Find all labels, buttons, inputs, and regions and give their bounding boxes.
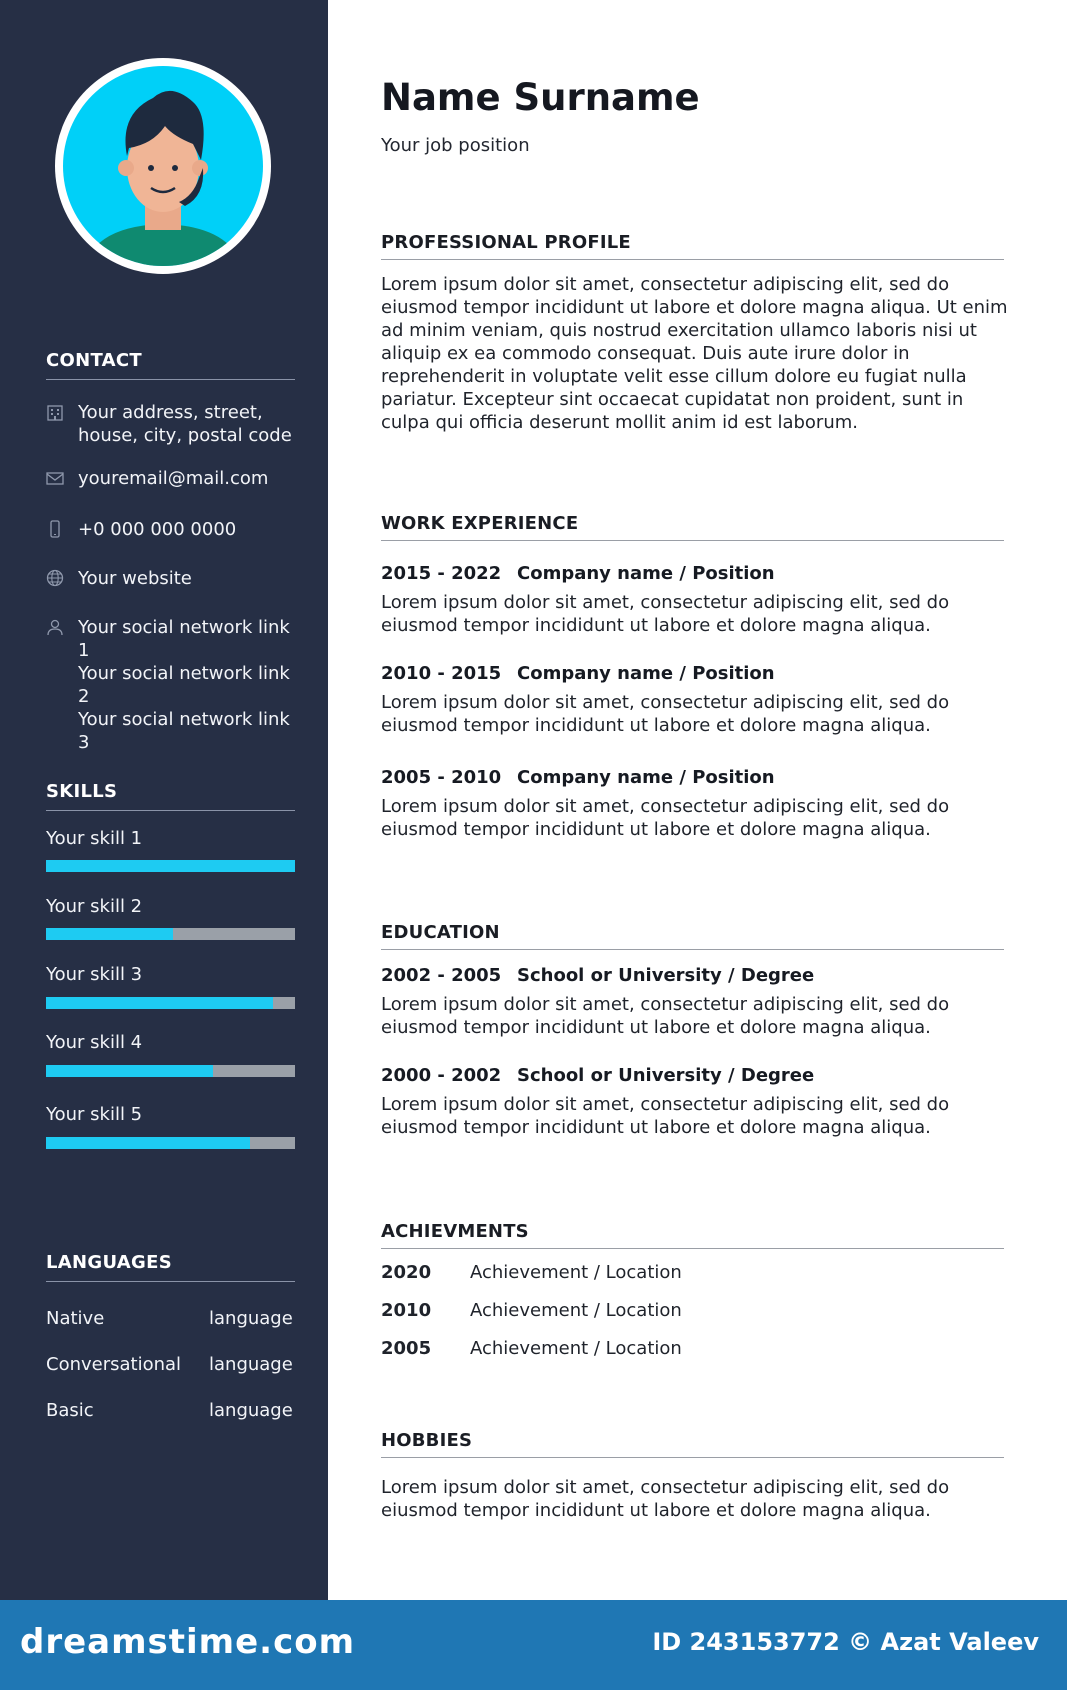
language-level: Conversational	[46, 1354, 182, 1375]
language-name: language	[209, 1400, 293, 1421]
text-line: eiusmod tempor incididunt ut labore et dolore magna aliqua.	[381, 1017, 931, 1038]
skill-label: Your skill 3	[46, 964, 143, 985]
entry-years: 2000 - 2002	[381, 1065, 502, 1086]
education-entry-head	[381, 1065, 814, 1086]
watermark-footer	[0, 1600, 1067, 1690]
contact-social	[46, 616, 306, 754]
address-line-2: house, city, postal code	[78, 425, 292, 446]
text-line: Lorem ipsum dolor sit amet, consectetur adipiscing elit, sed do	[381, 1477, 950, 1498]
skills-heading: SKILLS	[46, 781, 295, 811]
achievement-year: 2005	[381, 1338, 432, 1359]
phone-text: +0 000 000 0000	[78, 519, 237, 540]
achievement-text: Achievement / Location	[470, 1262, 682, 1283]
languages-heading: LANGUAGES	[46, 1252, 295, 1282]
skill-bar	[46, 928, 295, 940]
text-line: Lorem ipsum dolor sit amet, consectetur adipiscing elit, sed do	[381, 692, 950, 713]
sidebar	[0, 0, 328, 1600]
entry-role: Company name / Position	[517, 563, 775, 584]
work-entry-text	[381, 691, 1021, 737]
skill-bar	[46, 860, 295, 872]
profile-heading: PROFESSIONAL PROFILE	[381, 232, 1004, 260]
achievement-year: 2010	[381, 1300, 432, 1321]
hobbies-heading: HOBBIES	[381, 1430, 1004, 1458]
achievement-text: Achievement / Location	[470, 1338, 682, 1359]
work-entry-text	[381, 795, 1021, 841]
text-line: eiusmod tempor incididunt ut labore et dolore magna aliqua. Ut enim	[381, 297, 1008, 318]
achievement-year: 2020	[381, 1262, 432, 1283]
language-level: Basic	[46, 1400, 94, 1421]
footer-credit: ID 243153772 © Azat Valeev	[652, 1628, 1039, 1656]
achievement-text: Achievement / Location	[470, 1300, 682, 1321]
text-line: Lorem ipsum dolor sit amet, consectetur adipiscing elit, sed do	[381, 592, 950, 613]
phone-icon	[46, 520, 64, 538]
globe-icon	[46, 569, 64, 587]
skill-bar	[46, 997, 295, 1009]
contact-heading: CONTACT	[46, 350, 295, 380]
text-line: Lorem ipsum dolor sit amet, consectetur adipiscing elit, sed do	[381, 274, 950, 295]
skill-label: Your skill 2	[46, 896, 143, 917]
entry-degree: School or University / Degree	[517, 965, 815, 986]
entry-years: 2015 - 2022	[381, 563, 502, 584]
entry-years: 2010 - 2015	[381, 663, 502, 684]
envelope-icon	[46, 469, 64, 487]
skill-bar-fill	[46, 928, 173, 940]
education-entry-text	[381, 1093, 1021, 1139]
skill-bar	[46, 1065, 295, 1077]
achievements-heading: ACHIEVMENTS	[381, 1221, 1004, 1249]
entry-years: 2005 - 2010	[381, 767, 502, 788]
text-line: aliquip ex ea commodo consequat. Duis aute irure dolor in	[381, 343, 910, 364]
entry-role: Company name / Position	[517, 663, 775, 684]
contact-website	[46, 567, 306, 590]
job-position: Your job position	[381, 135, 530, 156]
entry-role: Company name / Position	[517, 767, 775, 788]
social-link-3[interactable]: Your social network link 3	[78, 709, 290, 753]
work-entry-head	[381, 663, 775, 684]
achievement-row	[381, 1338, 682, 1359]
social-link-1[interactable]: Your social network link 1	[78, 617, 290, 661]
language-name: language	[209, 1308, 293, 1329]
work-entry-head	[381, 767, 775, 788]
text-line: eiusmod tempor incididunt ut labore et dolore magna aliqua.	[381, 1500, 931, 1521]
education-entry-text	[381, 993, 1021, 1039]
text-line: reprehenderit in voluptate velit esse cillum dolore eu fugiat nulla	[381, 366, 967, 387]
skill-label: Your skill 1	[46, 828, 143, 849]
achievement-row	[381, 1300, 682, 1321]
main-content	[328, 0, 1067, 1600]
text-line: eiusmod tempor incididunt ut labore et dolore magna aliqua.	[381, 715, 931, 736]
address-line-1: Your address, street,	[78, 402, 263, 423]
text-line: eiusmod tempor incididunt ut labore et dolore magna aliqua.	[381, 1117, 931, 1138]
user-icon	[46, 618, 64, 636]
skill-label: Your skill 4	[46, 1032, 143, 1053]
website-text[interactable]: Your website	[78, 568, 192, 589]
hobbies-text	[381, 1476, 1021, 1522]
text-line: Lorem ipsum dolor sit amet, consectetur adipiscing elit, sed do	[381, 1094, 950, 1115]
contact-address	[46, 401, 306, 447]
skill-bar-fill	[46, 860, 295, 872]
contact-phone	[46, 518, 306, 541]
profile-text	[381, 273, 1021, 434]
email-text[interactable]: youremail@mail.com	[78, 468, 269, 489]
education-heading: EDUCATION	[381, 922, 1004, 950]
social-link-2[interactable]: Your social network link 2	[78, 663, 290, 707]
education-entry-head	[381, 965, 814, 986]
skill-bar	[46, 1137, 295, 1149]
footer-brand[interactable]: dreamstime.com	[20, 1622, 356, 1662]
contact-email	[46, 467, 306, 490]
text-line: eiusmod tempor incididunt ut labore et dolore magna aliqua.	[381, 819, 931, 840]
avatar	[53, 56, 273, 276]
skill-label: Your skill 5	[46, 1104, 143, 1125]
text-line: Lorem ipsum dolor sit amet, consectetur adipiscing elit, sed do	[381, 994, 950, 1015]
achievement-row	[381, 1262, 682, 1283]
work-entry-text	[381, 591, 1021, 637]
work-entry-head	[381, 563, 775, 584]
work-heading: WORK EXPERIENCE	[381, 513, 1004, 541]
text-line: Lorem ipsum dolor sit amet, consectetur adipiscing elit, sed do	[381, 796, 950, 817]
building-icon	[46, 403, 64, 421]
skill-bar-fill	[46, 997, 273, 1009]
text-line: eiusmod tempor incididunt ut labore et dolore magna aliqua.	[381, 615, 931, 636]
language-name: language	[209, 1354, 293, 1375]
entry-degree: School or University / Degree	[517, 1065, 815, 1086]
text-line: pariatur. Excepteur sint occaecat cupidatat non proident, sunt in	[381, 389, 964, 410]
skill-bar-fill	[46, 1137, 250, 1149]
language-level: Native	[46, 1308, 105, 1329]
text-line: culpa qui officia deserunt mollit anim id est laborum.	[381, 412, 858, 433]
entry-years: 2002 - 2005	[381, 965, 502, 986]
text-line: ad minim veniam, quis nostrud exercitation ullamco laboris nisi ut	[381, 320, 977, 341]
page-title: Name Surname	[381, 76, 700, 119]
skill-bar-fill	[46, 1065, 213, 1077]
